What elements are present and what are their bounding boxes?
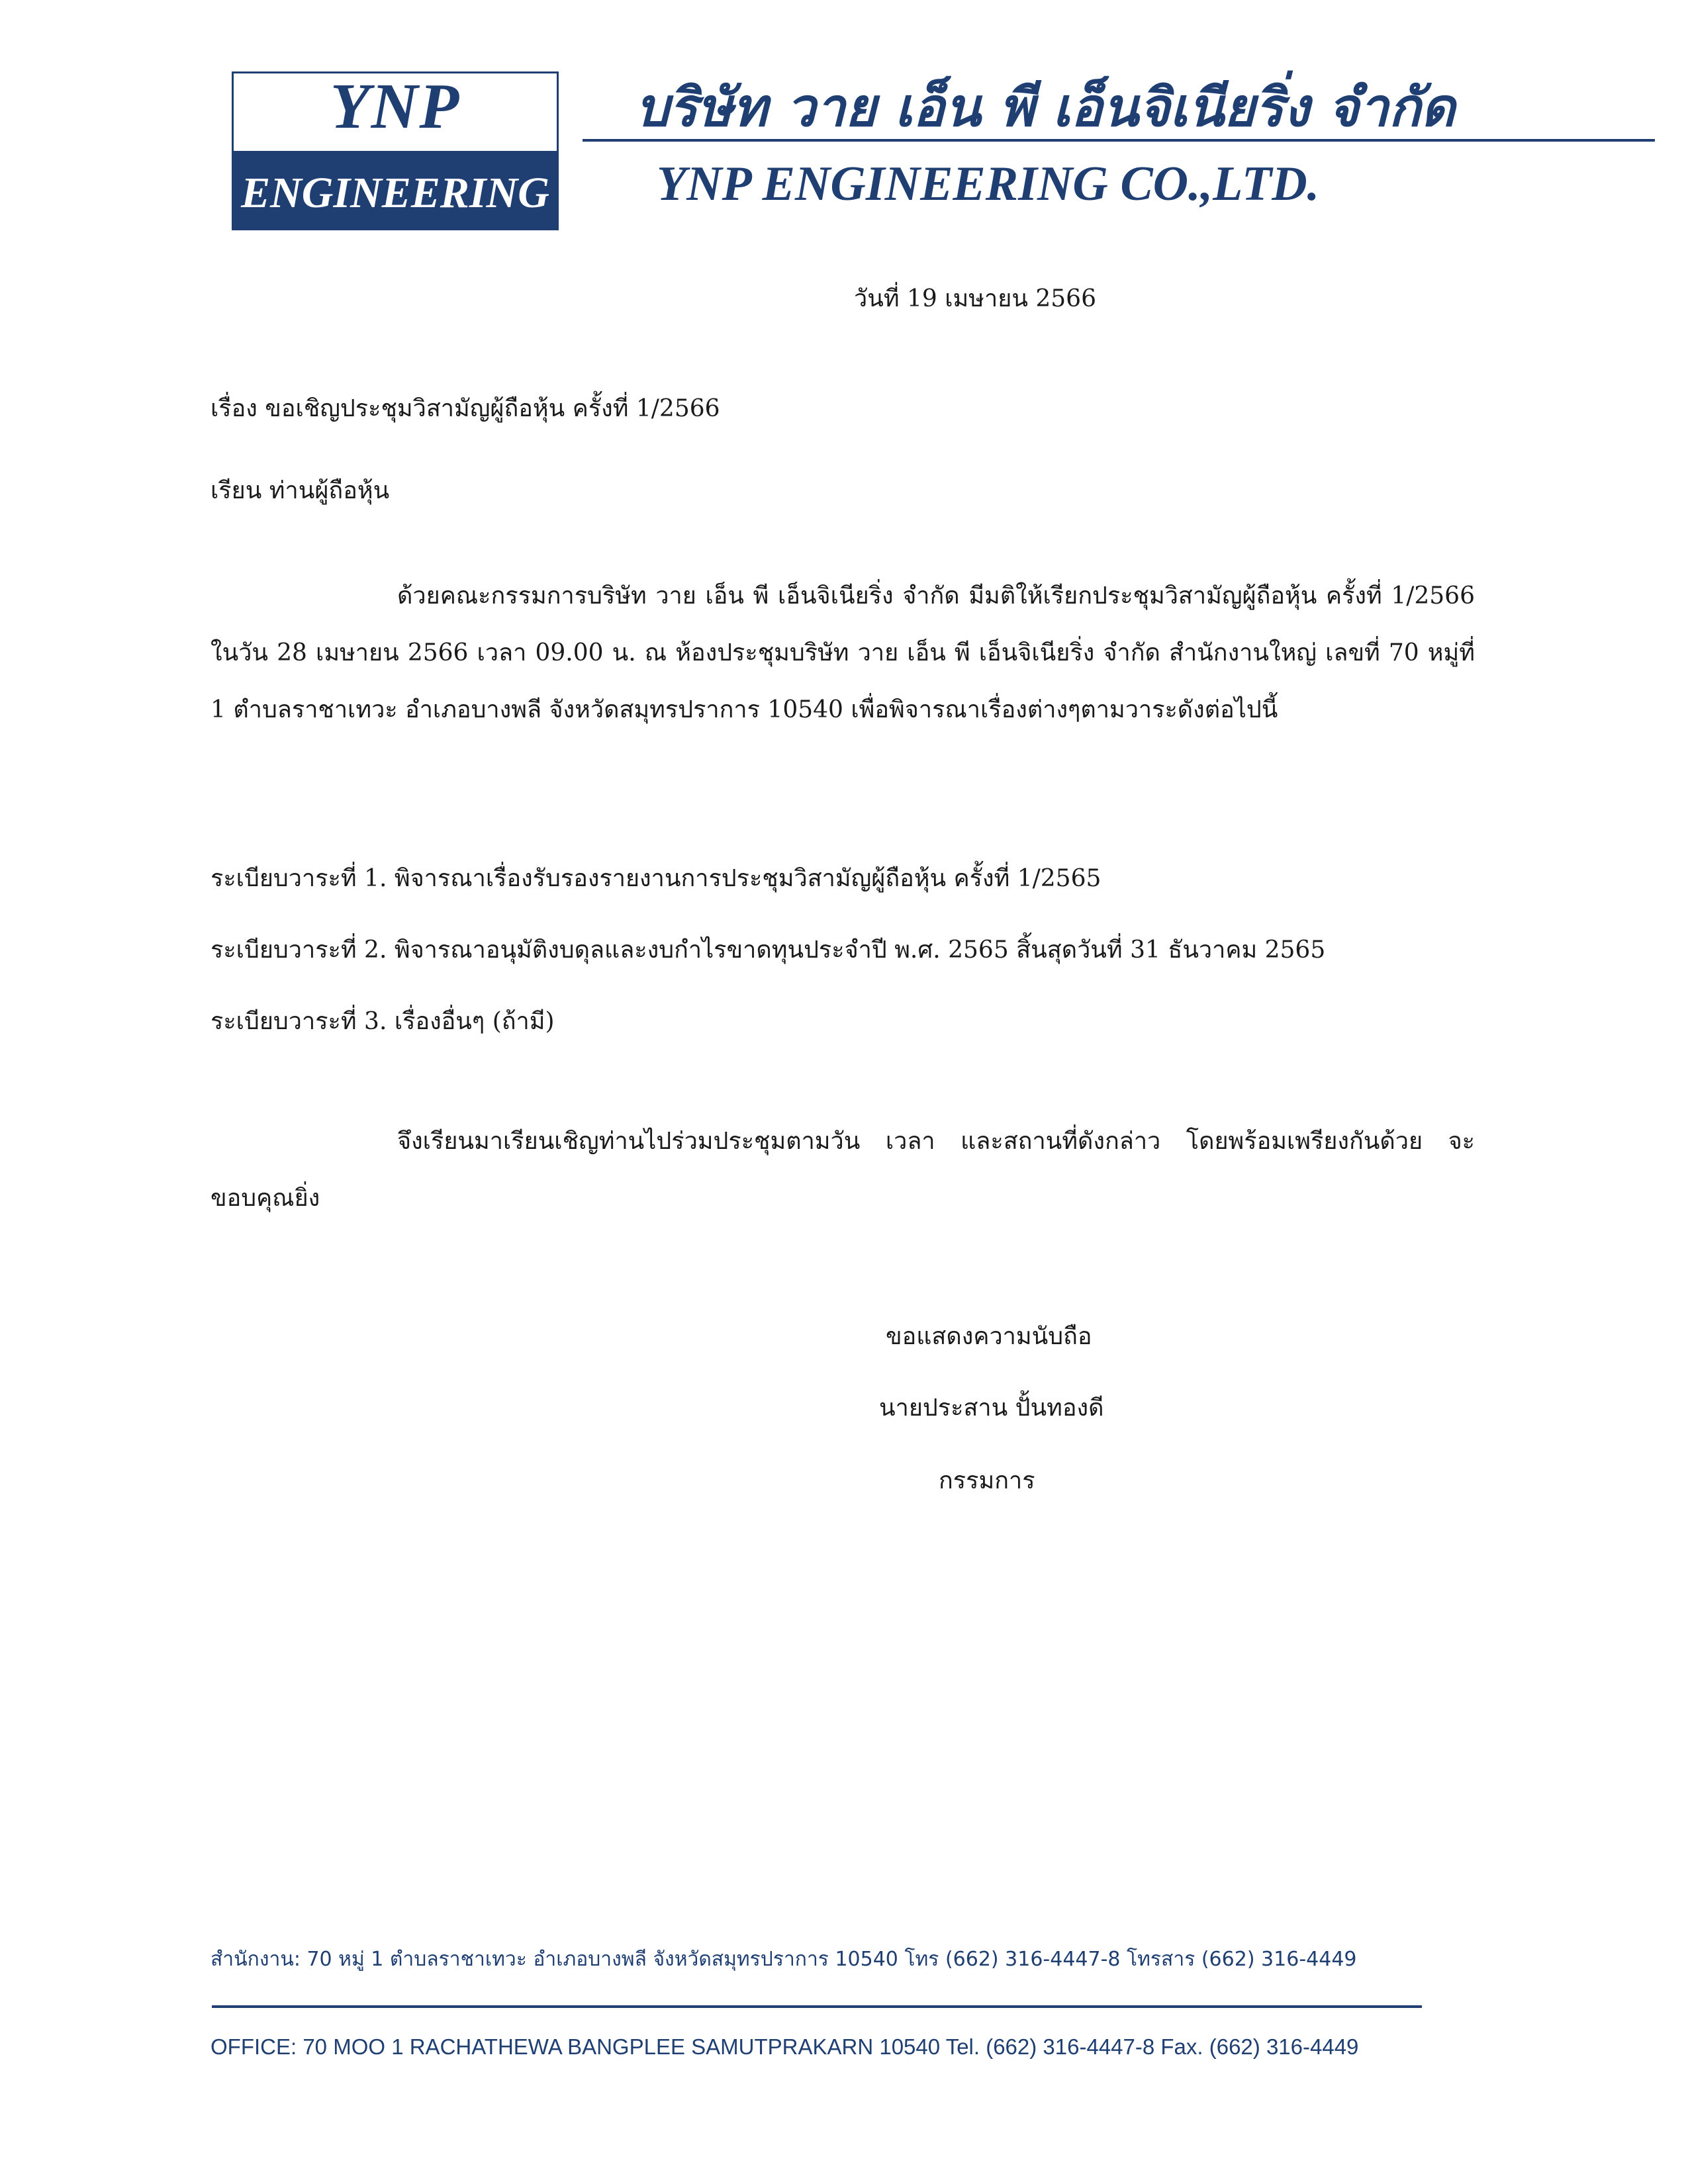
company-logo: [232, 71, 559, 230]
signer-name: นายประสาน ปั้นทองดี: [879, 1394, 1104, 1422]
letter-date: วันที่ 19 เมษายน 2566: [854, 285, 1096, 312]
agenda-item-1: ระเบียบวาระที่ 1. พิจารณาเรื่องรับรองรายงานการประชุมวิสามัญผู้ถือหุ้น ครั้งที่ 1/2565: [211, 865, 1102, 892]
letter-salutation: เรียน ท่านผู้ถือหุ้น: [211, 477, 390, 504]
footer-divider: [212, 2005, 1422, 2008]
logo-top-text: YNP: [234, 73, 557, 140]
agenda-item-3: ระเบียบวาระที่ 3. เรื่องอื่นๆ (ถ้ามี): [211, 1008, 555, 1035]
company-name-english: YNP ENGINEERING CO.,LTD.: [657, 157, 1320, 211]
letter-paragraph-intro: ด้วยคณะกรรมการบริษัท วาย เอ็น พี เอ็นจิเนียริ่ง จำกัด มีมติให้เรียกประชุมวิสามัญผู้ถือหุ้น ครั้งที่ 1/2566 ในวัน 28 เมษายน 2566 เวลา 09.00 น. ณ ห้องประชุมบริษัท วาย เอ็น พี เอ็นจิเนียริ่ง จำกัด สำนักงานใหญ่ เลขที่ 70 หมู่ที่ 1 ตำบลราชาเทวะ อำเภอบางพลี จังหวัดสมุทรปราการ 10540 เพื่อพิจารณาเรื่องต่างๆตามวาระดังต่อไปนี้: [211, 582, 1475, 723]
letter-closing: ขอแสดงความนับถือ: [886, 1323, 1092, 1350]
header-divider: [583, 139, 1655, 142]
letter-subject: เรื่อง ขอเชิญประชุมวิสามัญผู้ถือหุ้น ครั้งที่ 1/2566: [211, 395, 720, 422]
footer-address-thai: สำนักงาน: 70 หมู่ 1 ตำบลราชาเทวะ อำเภอบางพลี จังหวัดสมุทรปราการ 10540 โทร (662) 316-4447-8 โทรสาร (662) 316-4449: [211, 1948, 1357, 1971]
signer-position: กรรมการ: [939, 1467, 1035, 1494]
letter-paragraph-invitation: จึงเรียนมาเรียนเชิญท่านไปร่วมประชุมตามวัน เวลา และสถานที่ดังกล่าว โดยพร้อมเพรียงกันด้วย จะขอบคุณยิ่ง: [211, 1128, 1475, 1212]
footer-address-english: OFFICE: 70 MOO 1 RACHATHEWA BANGPLEE SAMUTPRAKARN 10540 Tel. (662) 316-4447-8 Fax. (662) 316-4449: [211, 2034, 1359, 2059]
company-name-thai: บริษัท วาย เอ็น พี เอ็นจิเนียริ่ง จำกัด: [635, 77, 1456, 138]
logo-bottom-text: ENGINEERING: [234, 151, 557, 228]
agenda-item-2: ระเบียบวาระที่ 2. พิจารณาอนุมัติงบดุลและงบกำไรขาดทุนประจำปี พ.ศ. 2565 สิ้นสุดวันที่ 31 ธันวาคม 2565: [211, 936, 1326, 964]
